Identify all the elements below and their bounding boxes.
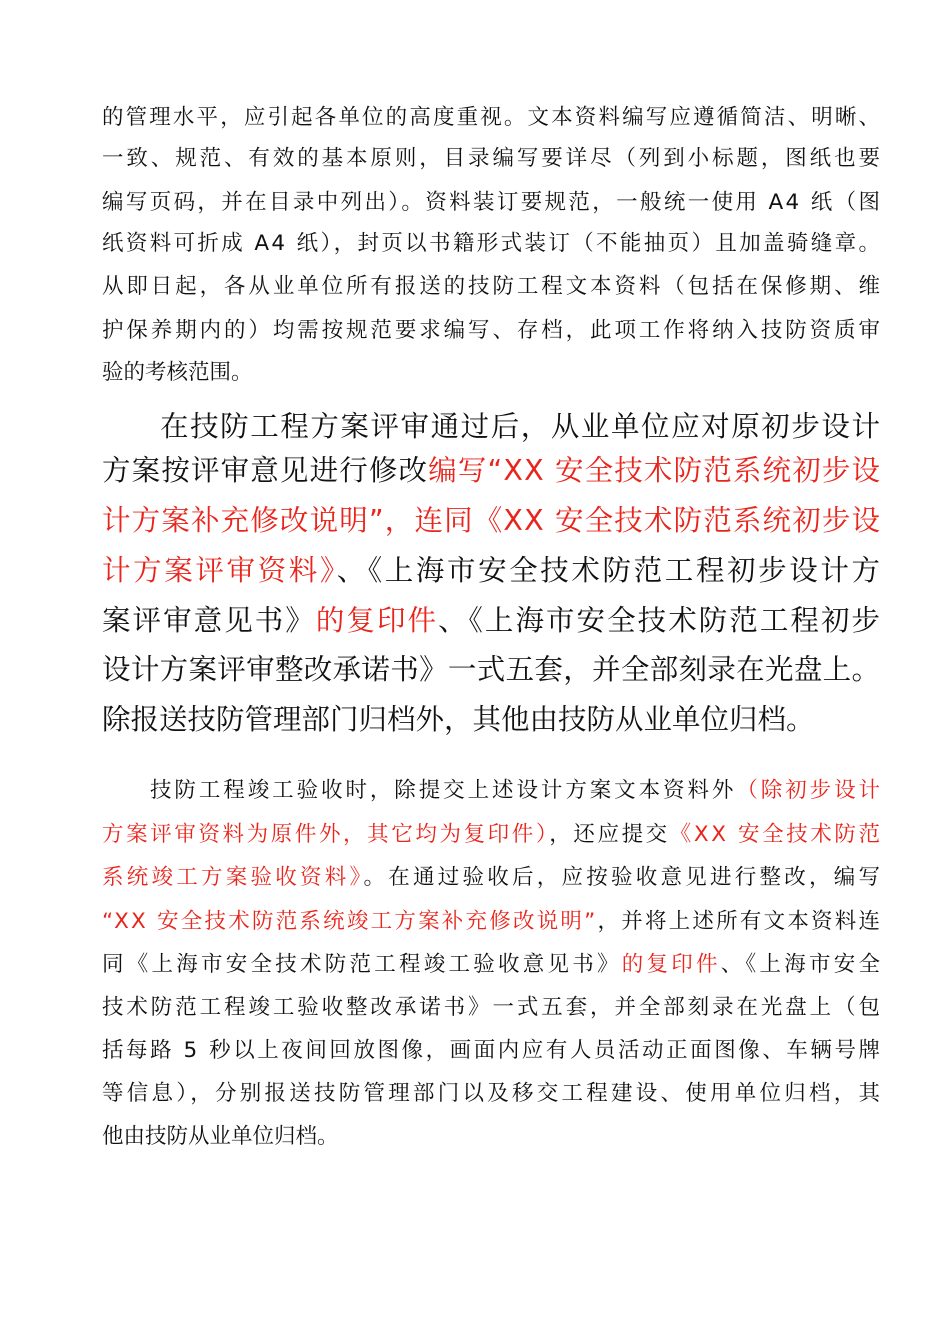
highlighted-text: 的复印件 bbox=[315, 604, 439, 637]
paragraph3-line-4 bbox=[102, 904, 882, 935]
paragraph2-line-5 bbox=[102, 598, 882, 639]
paragraph3-line-1 bbox=[150, 773, 883, 804]
highlighted-text: “XX 安全技术防范系统竣工方案补充修改说明” bbox=[102, 909, 598, 934]
paragraph2-line-4 bbox=[102, 548, 883, 589]
body-text: 。在通过验收后，应按验收意见进行整改，编写 bbox=[363, 865, 884, 890]
body-text: 设计方案评审整改承诺书》一式五套，并全部刻录在光盘上。 bbox=[102, 653, 881, 686]
body-text: 技防工程竣工验收时，除提交上述设计方案文本资料外 bbox=[150, 778, 737, 803]
body-text: ，并将上述所有文本资料连 bbox=[597, 909, 883, 934]
body-text: 编写页码，并在目录中列出）。资料装订要规范，一般统一使用 A4 纸（图 bbox=[102, 190, 883, 215]
paragraph3-line-5 bbox=[102, 947, 883, 978]
paragraph1-line-7 bbox=[102, 355, 253, 386]
paragraph3-line-3 bbox=[102, 860, 883, 891]
highlighted-text: 方案评审资料为原件外，其它均为复印件） bbox=[102, 822, 550, 847]
body-text: 在技防工程方案评审通过后，从业单位应对原初步设计 bbox=[160, 410, 882, 443]
highlighted-text: （除初步设计 bbox=[736, 778, 883, 803]
paragraph2-line-6 bbox=[102, 647, 880, 688]
highlighted-text: 的复印件 bbox=[621, 952, 721, 977]
paragraph3-line-9 bbox=[102, 1119, 339, 1150]
body-text: 除报送技防管理部门归档外，其他由技防从业单位归档。 bbox=[102, 703, 815, 736]
paragraph1-line-2 bbox=[102, 141, 883, 172]
paragraph3-line-8 bbox=[102, 1076, 883, 1107]
highlighted-text: 编写“XX 安全技术防范系统初步设 bbox=[428, 454, 882, 487]
body-text: 从即日起，各从业单位所有报送的技防工程文本资料（包括在保修期、维 bbox=[102, 274, 883, 299]
body-text: 一致、规范、有效的基本原则，目录编写要详尽（列到小标题，图纸也要 bbox=[102, 146, 883, 171]
paragraph2-line-2 bbox=[102, 448, 881, 489]
highlighted-text: 系统竣工方案验收资料》 bbox=[102, 865, 364, 890]
body-text: 括每路 5 秒以上夜间回放图像，画面内应有人员活动正面图像、车辆号牌 bbox=[102, 1038, 883, 1063]
highlighted-text: 计方案评审资料》 bbox=[102, 554, 337, 587]
paragraph1-line-4 bbox=[102, 226, 882, 257]
body-text: 护保养期内的）均需按规范要求编写、存档，此项工作将纳入技防资质审 bbox=[102, 318, 883, 343]
paragraph2-line-1 bbox=[160, 404, 882, 445]
body-text: ，还应提交 bbox=[549, 822, 670, 847]
body-text: 验的考核范围。 bbox=[102, 360, 253, 385]
body-text: 案评审意见书》 bbox=[102, 604, 316, 637]
paragraph1-line-1 bbox=[102, 100, 882, 131]
body-text: 等信息），分别报送技防管理部门以及移交工程建设、使用单位归档，其 bbox=[102, 1081, 884, 1106]
paragraph1-line-3 bbox=[102, 185, 882, 216]
body-text: 他由技防从业单位归档。 bbox=[102, 1124, 339, 1149]
paragraph3-line-2 bbox=[102, 817, 883, 848]
body-text: 的管理水平，应引起各单位的高度重视。文本资料编写应遵循简洁、明晰、 bbox=[102, 105, 883, 130]
paragraph2-line-7 bbox=[102, 697, 815, 738]
paragraph3-line-6 bbox=[102, 990, 883, 1021]
paragraph2-line-3 bbox=[102, 498, 881, 539]
body-text: 、《上海市安全 bbox=[720, 952, 884, 977]
paragraph1-line-6 bbox=[102, 313, 883, 344]
body-text: 、《上海市安全技术防范工程初步设计方 bbox=[336, 554, 883, 587]
paragraph3-line-7 bbox=[102, 1033, 883, 1064]
paragraph1-line-5 bbox=[102, 269, 883, 300]
highlighted-text: 计方案补充修改说明”，连同《XX 安全技术防范系统初步设 bbox=[102, 504, 882, 537]
highlighted-text: 《XX 安全技术防范 bbox=[669, 822, 883, 847]
body-text: 纸资料可折成 A4 纸），封页以书籍形式装订（不能抽页）且加盖骑缝章。 bbox=[102, 231, 883, 256]
body-text: 方案按评审意见进行修改 bbox=[102, 454, 429, 487]
body-text: 、《上海市安全技术防范工程初步 bbox=[438, 604, 883, 637]
body-text: 同《上海市安全技术防范工程竣工验收意见书》 bbox=[102, 952, 622, 977]
body-text: 技术防范工程竣工验收整改承诺书》一式五套，并全部刻录在光盘上（包 bbox=[102, 995, 883, 1020]
